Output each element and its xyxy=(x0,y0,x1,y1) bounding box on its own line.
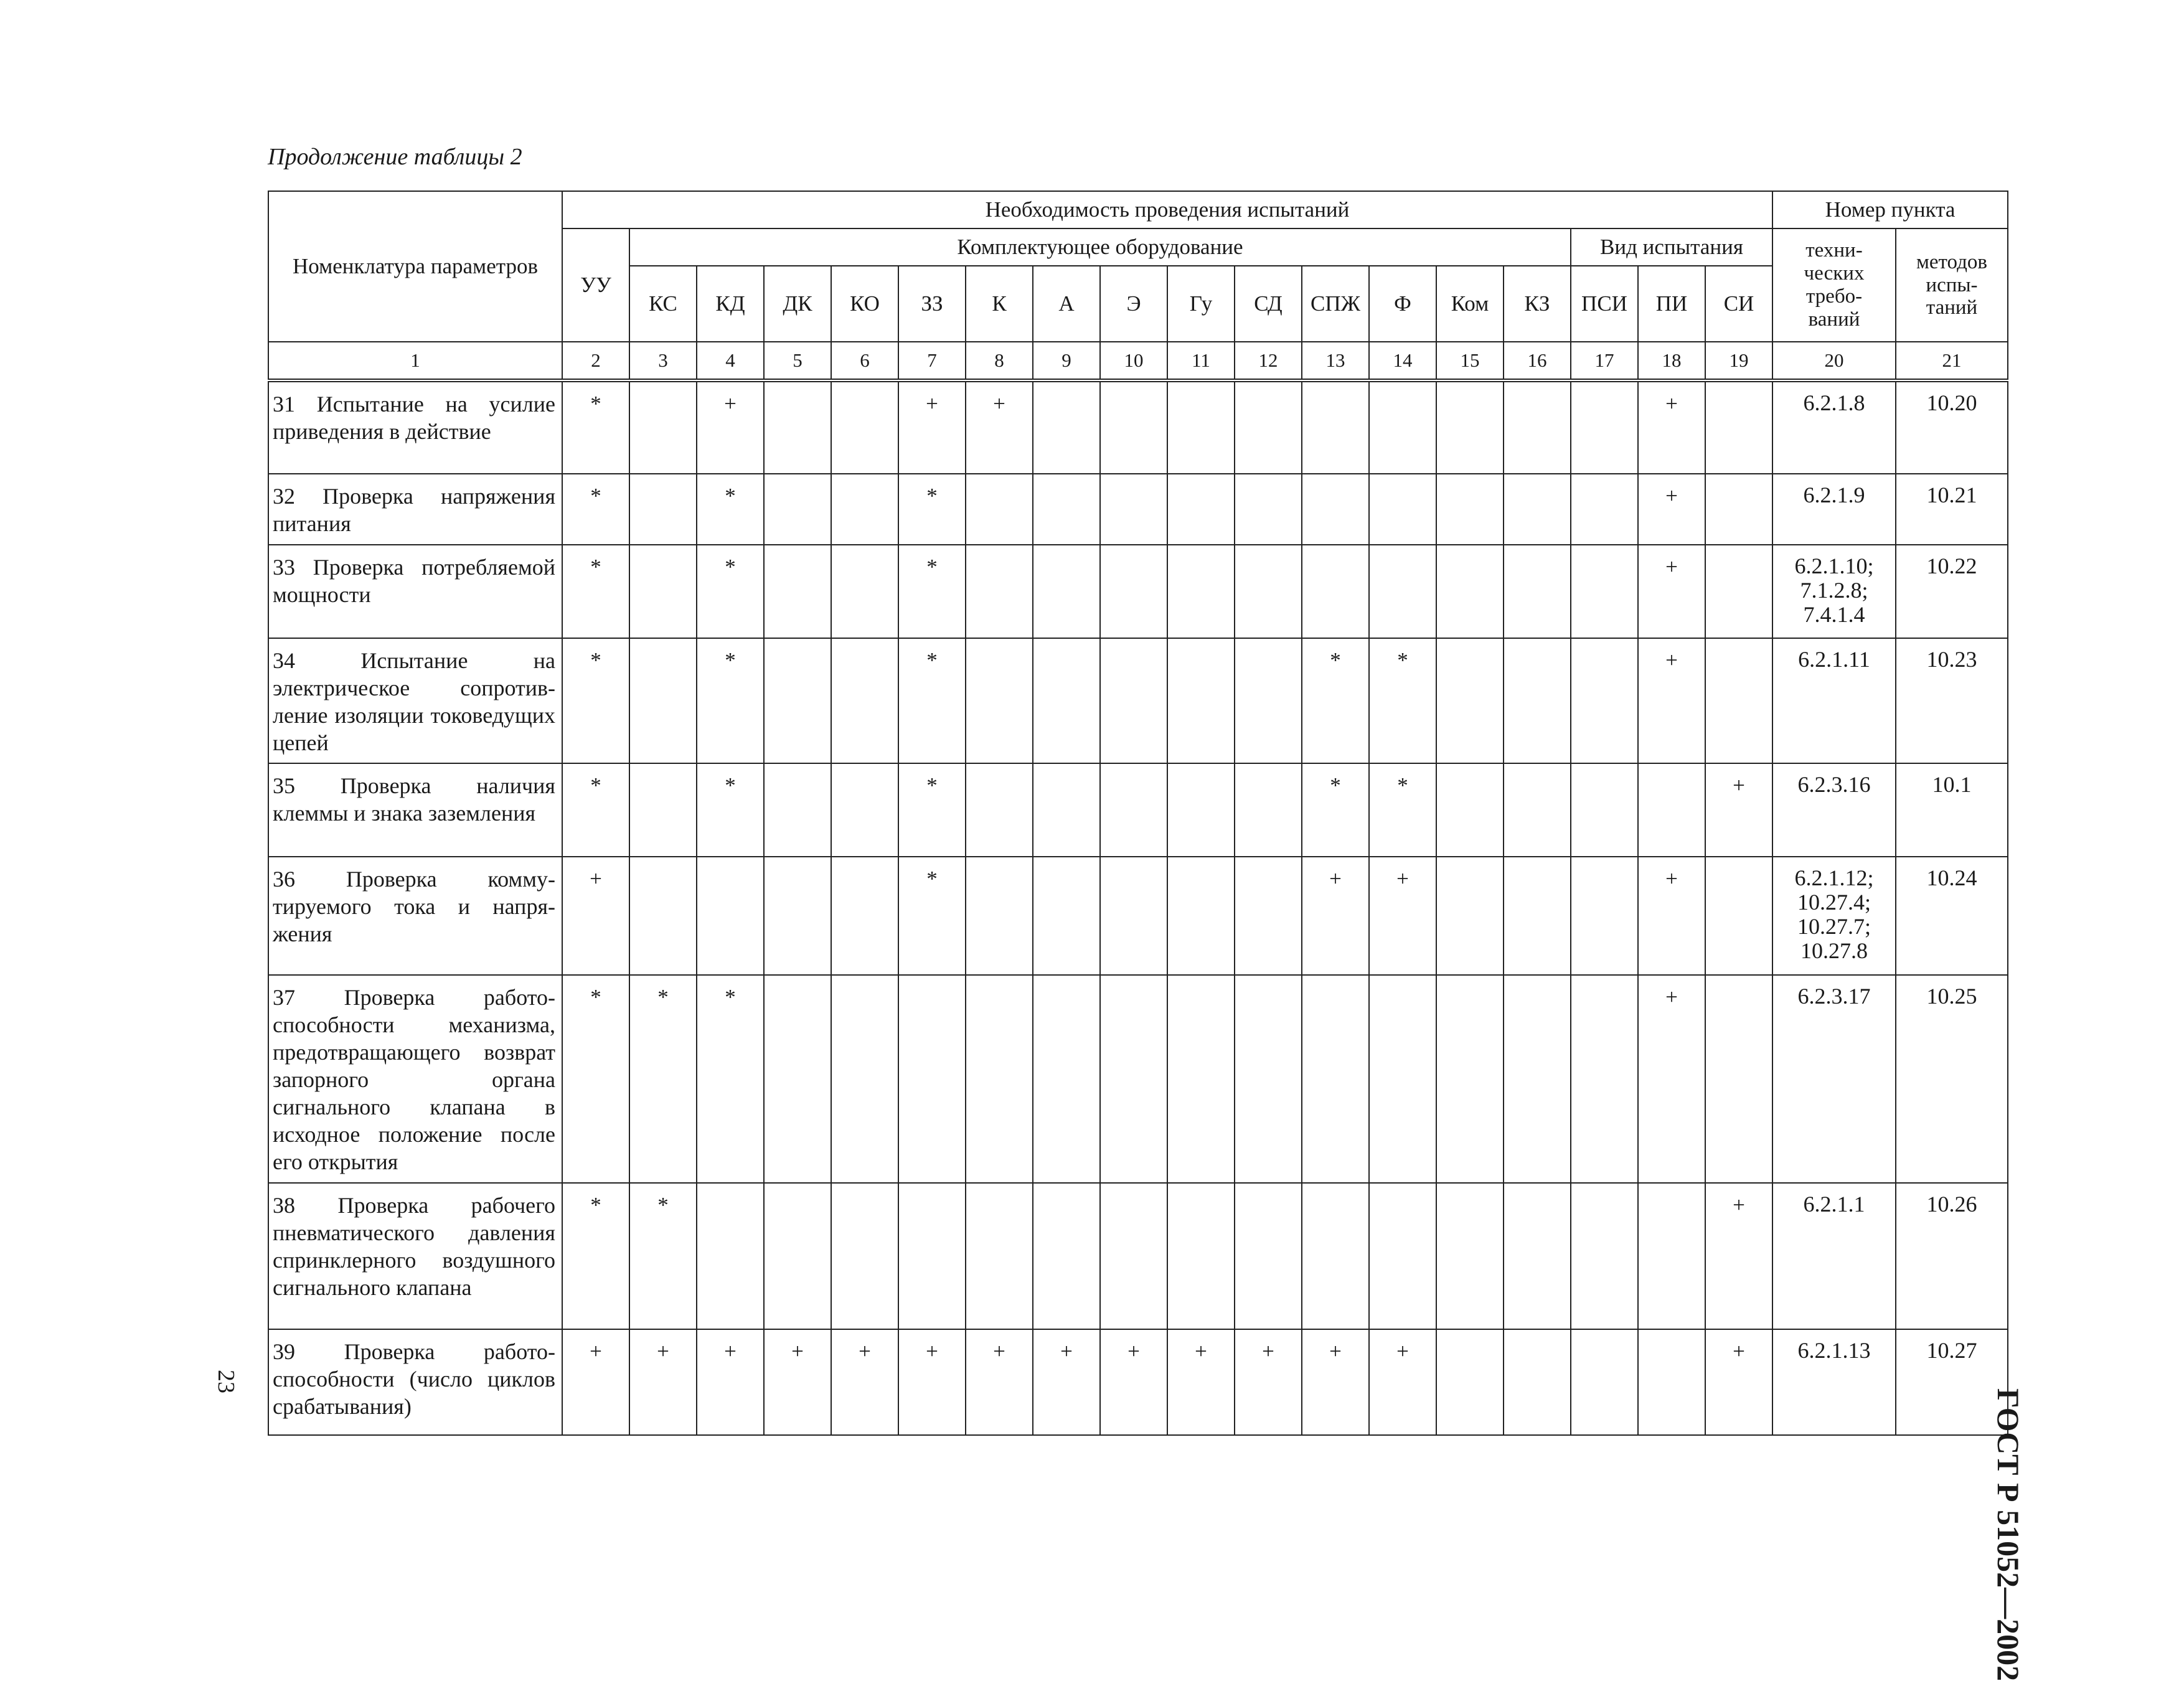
requirement-mark xyxy=(1571,380,1638,474)
requirement-mark xyxy=(1571,857,1638,975)
requirement-mark xyxy=(1033,975,1100,1182)
requirement-mark: + xyxy=(1167,1329,1235,1435)
requirement-mark xyxy=(1436,545,1504,638)
requirement-mark: + xyxy=(1638,857,1705,975)
requirement-mark xyxy=(629,857,697,975)
requirement-mark xyxy=(697,857,764,975)
column-number: 11 xyxy=(1167,342,1235,380)
table-row xyxy=(268,1183,2008,1329)
header-test-methods: методов испы- таний xyxy=(1896,228,2008,342)
requirement-mark: * xyxy=(1369,763,1436,857)
header-component-code: Ком xyxy=(1436,266,1504,342)
table-row xyxy=(268,545,2008,638)
requirement-mark xyxy=(1302,1183,1369,1329)
requirement-mark xyxy=(1436,474,1504,545)
requirement-mark xyxy=(1369,545,1436,638)
header-component-code: СПЖ xyxy=(1302,266,1369,342)
requirement-mark: + xyxy=(1369,857,1436,975)
requirement-mark xyxy=(1235,638,1302,764)
requirement-mark: + xyxy=(1638,474,1705,545)
test-method-clause: 10.20 xyxy=(1896,380,2008,474)
requirement-mark xyxy=(1235,545,1302,638)
tech-requirement-clause: 6.2.3.16 xyxy=(1772,763,1896,857)
page-number: 23 xyxy=(213,1370,239,1393)
requirement-mark: + xyxy=(629,1329,697,1435)
requirement-mark: + xyxy=(966,1329,1033,1435)
requirement-mark xyxy=(1504,1183,1571,1329)
requirement-mark xyxy=(1167,975,1235,1182)
column-number: 14 xyxy=(1369,342,1436,380)
header-necessity: Необходимость проведения испытаний xyxy=(562,191,1772,228)
requirement-mark xyxy=(1100,857,1167,975)
header-component-code: КО xyxy=(831,266,898,342)
requirement-mark: * xyxy=(562,1183,629,1329)
requirement-mark xyxy=(898,975,966,1182)
header-parameters: Номенклатура параметров xyxy=(268,191,562,342)
column-number: 7 xyxy=(898,342,966,380)
requirement-mark xyxy=(1302,380,1369,474)
requirement-mark xyxy=(1100,545,1167,638)
column-number: 20 xyxy=(1772,342,1896,380)
column-number: 10 xyxy=(1100,342,1167,380)
requirement-mark xyxy=(1369,975,1436,1182)
requirement-mark xyxy=(1235,474,1302,545)
requirement-mark: + xyxy=(1100,1329,1167,1435)
requirement-mark xyxy=(831,975,898,1182)
header-component-code: СД xyxy=(1235,266,1302,342)
requirement-mark xyxy=(831,545,898,638)
header-test-code: ПИ xyxy=(1638,266,1705,342)
requirement-mark xyxy=(1638,1329,1705,1435)
requirement-mark xyxy=(764,474,831,545)
requirement-mark xyxy=(1302,474,1369,545)
table-row xyxy=(268,1329,2008,1435)
requirement-mark xyxy=(966,474,1033,545)
requirement-mark xyxy=(1100,638,1167,764)
requirement-mark xyxy=(898,1183,966,1329)
requirement-mark: * xyxy=(629,1183,697,1329)
tech-requirement-clause: 6.2.1.13 xyxy=(1772,1329,1896,1435)
requirement-mark xyxy=(1100,474,1167,545)
requirement-mark: * xyxy=(697,474,764,545)
requirement-mark xyxy=(764,545,831,638)
requirement-mark xyxy=(831,474,898,545)
requirement-mark xyxy=(1638,1183,1705,1329)
header-component-code: Э xyxy=(1100,266,1167,342)
requirement-mark xyxy=(764,857,831,975)
test-method-clause: 10.26 xyxy=(1896,1183,2008,1329)
header-test-code: СИ xyxy=(1705,266,1772,342)
requirement-mark xyxy=(629,380,697,474)
requirement-mark xyxy=(831,380,898,474)
requirement-mark: * xyxy=(562,474,629,545)
requirement-mark: * xyxy=(562,380,629,474)
requirement-mark xyxy=(1436,763,1504,857)
requirement-mark: + xyxy=(562,857,629,975)
requirement-mark xyxy=(966,975,1033,1182)
requirement-mark xyxy=(1436,638,1504,764)
requirement-mark: + xyxy=(1638,975,1705,1182)
requirement-mark: * xyxy=(697,638,764,764)
requirement-mark xyxy=(764,975,831,1182)
requirement-mark: * xyxy=(562,638,629,764)
requirement-mark xyxy=(1167,638,1235,764)
requirement-mark xyxy=(1033,380,1100,474)
header-component-code: А xyxy=(1033,266,1100,342)
requirement-mark: * xyxy=(562,975,629,1182)
table-caption: Продолжение таблицы 2 xyxy=(268,144,522,170)
parameter-name: 37 Проверка работоспособности механизма, предотвращающего возврат запорного органа сигнального клапана в исходное положение после его открытия xyxy=(268,975,562,1182)
requirement-mark xyxy=(1504,857,1571,975)
requirement-mark xyxy=(1504,380,1571,474)
requirement-mark xyxy=(1705,638,1772,764)
requirement-mark: * xyxy=(697,763,764,857)
requirement-mark xyxy=(1504,763,1571,857)
test-requirements-table xyxy=(268,191,2008,1436)
requirement-mark xyxy=(1033,638,1100,764)
requirement-mark xyxy=(1705,474,1772,545)
tech-requirement-clause: 6.2.1.9 xyxy=(1772,474,1896,545)
header-component-code: КД xyxy=(697,266,764,342)
requirement-mark xyxy=(1571,474,1638,545)
table-row xyxy=(268,474,2008,545)
column-number: 12 xyxy=(1235,342,1302,380)
parameter-name: 32 Проверка напряжения питания xyxy=(268,474,562,545)
tech-requirement-clause: 6.2.3.17 xyxy=(1772,975,1896,1182)
header-clause-no: Номер пункта xyxy=(1772,191,2008,228)
requirement-mark xyxy=(966,545,1033,638)
requirement-mark: + xyxy=(898,1329,966,1435)
header-component-code: К xyxy=(966,266,1033,342)
test-method-clause: 10.24 xyxy=(1896,857,2008,975)
requirement-mark xyxy=(1504,1329,1571,1435)
requirement-mark xyxy=(1436,380,1504,474)
requirement-mark xyxy=(629,474,697,545)
requirement-mark xyxy=(764,638,831,764)
requirement-mark xyxy=(966,1183,1033,1329)
requirement-mark xyxy=(629,763,697,857)
requirement-mark xyxy=(831,638,898,764)
requirement-mark xyxy=(1235,975,1302,1182)
column-number: 3 xyxy=(629,342,697,380)
requirement-mark xyxy=(1033,857,1100,975)
column-number: 4 xyxy=(697,342,764,380)
requirement-mark: + xyxy=(1235,1329,1302,1435)
header-component-code: Ф xyxy=(1369,266,1436,342)
requirement-mark xyxy=(966,638,1033,764)
table-row xyxy=(268,763,2008,857)
table-row xyxy=(268,857,2008,975)
requirement-mark xyxy=(1235,380,1302,474)
requirement-mark xyxy=(1033,763,1100,857)
requirement-mark: + xyxy=(966,380,1033,474)
parameter-name: 34 Испытание на электрическое сопротивление изоляции токоведущих цепей xyxy=(268,638,562,764)
requirement-mark: * xyxy=(898,638,966,764)
requirement-mark xyxy=(1167,380,1235,474)
requirement-mark xyxy=(1571,975,1638,1182)
requirement-mark: * xyxy=(629,975,697,1182)
column-number: 1 xyxy=(268,342,562,380)
parameter-name: 33 Проверка потребляемой мощности xyxy=(268,545,562,638)
requirement-mark xyxy=(1100,763,1167,857)
requirement-mark xyxy=(1167,763,1235,857)
requirement-mark xyxy=(1705,545,1772,638)
requirement-mark xyxy=(966,857,1033,975)
requirement-mark xyxy=(1705,857,1772,975)
requirement-mark xyxy=(1302,975,1369,1182)
table-body xyxy=(268,380,2008,1435)
test-method-clause: 10.21 xyxy=(1896,474,2008,545)
requirement-mark: + xyxy=(764,1329,831,1435)
parameter-name: 39 Проверка работоспособности (число циклов срабатывания) xyxy=(268,1329,562,1435)
requirement-mark xyxy=(1436,1329,1504,1435)
requirement-mark xyxy=(1571,545,1638,638)
requirement-mark xyxy=(1167,474,1235,545)
requirement-mark xyxy=(1033,1183,1100,1329)
requirement-mark: + xyxy=(1705,1183,1772,1329)
requirement-mark: + xyxy=(697,380,764,474)
column-number: 9 xyxy=(1033,342,1100,380)
requirement-mark xyxy=(1571,638,1638,764)
requirement-mark xyxy=(629,545,697,638)
requirement-mark xyxy=(1504,975,1571,1182)
requirement-mark xyxy=(1100,975,1167,1182)
requirement-mark: + xyxy=(898,380,966,474)
header-component-code: ДК xyxy=(764,266,831,342)
requirement-mark xyxy=(1033,474,1100,545)
requirement-mark xyxy=(629,638,697,764)
column-number: 21 xyxy=(1896,342,2008,380)
table-header xyxy=(268,191,2008,380)
requirement-mark xyxy=(1100,380,1167,474)
requirement-mark xyxy=(1167,545,1235,638)
column-number: 16 xyxy=(1504,342,1571,380)
column-number: 8 xyxy=(966,342,1033,380)
requirement-mark: * xyxy=(898,474,966,545)
requirement-mark: + xyxy=(1302,857,1369,975)
requirement-mark xyxy=(764,763,831,857)
requirement-mark: + xyxy=(1369,1329,1436,1435)
table-row xyxy=(268,638,2008,764)
column-number: 15 xyxy=(1436,342,1504,380)
requirement-mark: + xyxy=(562,1329,629,1435)
test-method-clause: 10.1 xyxy=(1896,763,2008,857)
requirement-mark: + xyxy=(1638,545,1705,638)
requirement-mark xyxy=(1436,1183,1504,1329)
requirement-mark xyxy=(1436,857,1504,975)
header-component-code: Гу xyxy=(1167,266,1235,342)
requirement-mark: + xyxy=(831,1329,898,1435)
requirement-mark: * xyxy=(898,545,966,638)
header-tech-req: техни- ческих требо- ваний xyxy=(1772,228,1896,342)
test-method-clause: 10.22 xyxy=(1896,545,2008,638)
header-component-code: КЗ xyxy=(1504,266,1571,342)
requirement-mark: + xyxy=(1705,1329,1772,1435)
header-test-code: ПСИ xyxy=(1571,266,1638,342)
test-method-clause: 10.27 xyxy=(1896,1329,2008,1435)
column-number: 6 xyxy=(831,342,898,380)
requirement-mark xyxy=(1235,857,1302,975)
requirement-mark xyxy=(764,380,831,474)
parameter-name: 35 Проверка наличия клеммы и знака заземления xyxy=(268,763,562,857)
requirement-mark: * xyxy=(562,545,629,638)
test-method-clause: 10.25 xyxy=(1896,975,2008,1182)
requirement-mark xyxy=(1638,763,1705,857)
requirement-mark xyxy=(1705,380,1772,474)
requirement-mark xyxy=(1167,857,1235,975)
table-row xyxy=(268,975,2008,1182)
parameter-name: 38 Проверка рабочего пневматического давления спринклерного воздушного сигнального клапана xyxy=(268,1183,562,1329)
requirement-mark xyxy=(1436,975,1504,1182)
header-component-code: КС xyxy=(629,266,697,342)
requirement-mark xyxy=(1369,380,1436,474)
requirement-mark: * xyxy=(697,975,764,1182)
requirement-mark xyxy=(1167,1183,1235,1329)
header-component-code: ЗЗ xyxy=(898,266,966,342)
requirement-mark: + xyxy=(1638,638,1705,764)
column-number: 5 xyxy=(764,342,831,380)
parameter-name: 31 Испытание на усилие приведения в действие xyxy=(268,380,562,474)
requirement-mark xyxy=(1235,763,1302,857)
requirement-mark: + xyxy=(1638,380,1705,474)
requirement-mark xyxy=(1033,545,1100,638)
tech-requirement-clause: 6.2.1.12; 10.27.4; 10.27.7; 10.27.8 xyxy=(1772,857,1896,975)
requirement-mark xyxy=(1369,474,1436,545)
requirement-mark: * xyxy=(562,763,629,857)
requirement-mark xyxy=(1571,1183,1638,1329)
column-number: 2 xyxy=(562,342,629,380)
requirement-mark: + xyxy=(697,1329,764,1435)
column-number: 13 xyxy=(1302,342,1369,380)
requirement-mark xyxy=(831,763,898,857)
header-uu: УУ xyxy=(562,228,629,342)
requirement-mark xyxy=(1235,1183,1302,1329)
requirement-mark xyxy=(1302,545,1369,638)
requirement-mark: * xyxy=(1369,638,1436,764)
requirement-mark xyxy=(1705,975,1772,1182)
requirement-mark xyxy=(697,1183,764,1329)
parameter-name: 36 Проверка коммутируемого тока и напряжения xyxy=(268,857,562,975)
requirement-mark: * xyxy=(697,545,764,638)
requirement-mark xyxy=(1100,1183,1167,1329)
requirement-mark xyxy=(1571,1329,1638,1435)
requirement-mark xyxy=(831,1183,898,1329)
table-row xyxy=(268,380,2008,474)
requirement-mark: + xyxy=(1033,1329,1100,1435)
requirement-mark: * xyxy=(1302,763,1369,857)
column-number: 18 xyxy=(1638,342,1705,380)
tech-requirement-clause: 6.2.1.1 xyxy=(1772,1183,1896,1329)
requirement-mark: * xyxy=(898,763,966,857)
requirement-mark xyxy=(1504,474,1571,545)
requirement-mark: * xyxy=(898,857,966,975)
tech-requirement-clause: 6.2.1.8 xyxy=(1772,380,1896,474)
requirement-mark: + xyxy=(1302,1329,1369,1435)
tech-requirement-clause: 6.2.1.10; 7.1.2.8; 7.4.1.4 xyxy=(1772,545,1896,638)
requirement-mark xyxy=(764,1183,831,1329)
requirement-mark xyxy=(1504,545,1571,638)
test-method-clause: 10.23 xyxy=(1896,638,2008,764)
tech-requirement-clause: 6.2.1.11 xyxy=(1772,638,1896,764)
requirement-mark xyxy=(1369,1183,1436,1329)
standard-designation: ГОСТ Р 51052—2002 xyxy=(1991,1388,2026,1681)
column-number: 17 xyxy=(1571,342,1638,380)
requirement-mark xyxy=(966,763,1033,857)
requirement-mark xyxy=(831,857,898,975)
column-numbers-row xyxy=(268,342,2008,380)
requirement-mark xyxy=(1571,763,1638,857)
requirement-mark: * xyxy=(1302,638,1369,764)
column-number: 19 xyxy=(1705,342,1772,380)
header-components: Комплектующее оборудование xyxy=(629,228,1571,266)
requirement-mark: + xyxy=(1705,763,1772,857)
header-test-kind: Вид испытания xyxy=(1571,228,1772,266)
requirement-mark xyxy=(1504,638,1571,764)
